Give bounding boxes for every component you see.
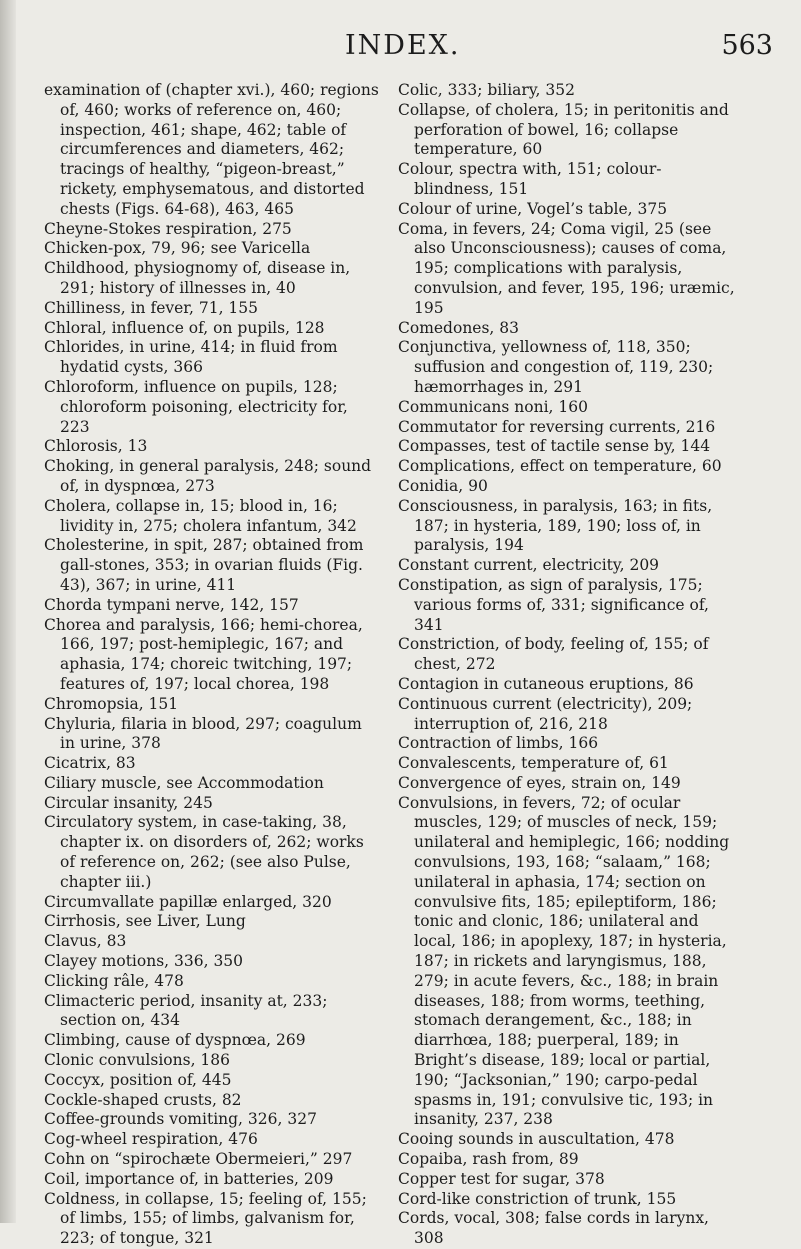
index-entry: Communicans noni, 160	[398, 397, 588, 416]
index-entry: Cheyne-Stokes respiration, 275	[44, 219, 292, 238]
index-entry: Chloroform, influence on pupils, 128; chloroform poisoning, electricity for, 223	[44, 377, 348, 436]
index-entry: Chorea and paralysis, 166; hemi-chorea, 166, 197; post-hemiplegic, 167; and aphasia, 174; choreic twitching, 197; features of, 197; local chorea, 198	[44, 615, 363, 693]
index-entry: Cicatrix, 83	[44, 754, 136, 773]
index-entry: Chromopsia, 151	[44, 694, 179, 713]
index-entry: Chicken-pox, 79, 96; see Varicella	[44, 239, 311, 258]
index-entry: Constriction, of body, feeling of, 155; of chest, 272	[398, 635, 709, 674]
index-entry: Constipation, as sign of paralysis, 175; various forms of, 331; significance of, 341	[398, 575, 709, 634]
index-entry: Cooing sounds in auscultation, 478	[398, 1130, 675, 1149]
index-entry: Convalescents, temperature of, 61	[398, 754, 669, 773]
page-header	[0, 30, 801, 64]
index-entry: Colour, spectra with, 151; colour-blindness, 151	[398, 160, 662, 198]
index-entry: Chilliness, in fever, 71, 155	[44, 298, 259, 317]
index-entry: Ciliary muscle, see Accommodation	[44, 773, 324, 792]
index-entry: Circulatory system, in case-taking, 38, chapter ix. on disorders of, 262; works of reference on, 262; (see also Pulse, chapter iii.)	[44, 813, 364, 891]
index-entry: Copper test for sugar, 378	[398, 1169, 605, 1188]
page-number: 563	[721, 30, 773, 61]
index-entry: Chloral, influence of, on pupils, 128	[44, 318, 325, 337]
index-entry: Conjunctiva, yellowness of, 118, 350; suffusion and congestion of, 119, 230; hæmorrhages in, 291	[398, 338, 714, 396]
index-entry: Cholera, collapse in, 15; blood in, 16; lividity in, 275; cholera infantum, 342	[44, 496, 357, 535]
index-entry: Continuous current (electricity), 209; interruption of, 216, 218	[398, 694, 693, 733]
index-entry: Coccyx, position of, 445	[44, 1070, 232, 1089]
index-entry: Circular insanity, 245	[44, 793, 213, 812]
index-entry: Chlorides, in urine, 414; in fluid from hydatid cysts, 366	[44, 338, 338, 377]
index-entry: Convergence of eyes, strain on, 149	[398, 773, 681, 792]
index-entry: Commutator for reversing currents, 216	[398, 417, 716, 436]
index-entry: Climbing, cause of dyspnœa, 269	[44, 1031, 306, 1050]
index-column-left	[44, 81, 379, 1249]
index-entry: Chorda tympani nerve, 142, 157	[44, 595, 299, 614]
index-entry: Choking, in general paralysis, 248; sound of, in dyspnœa, 273	[44, 457, 372, 495]
index-entry: Chlorosis, 13	[44, 437, 148, 456]
index-entry: Colour of urine, Vogel’s table, 375	[398, 199, 668, 218]
index-entry: Conidia, 90	[398, 476, 488, 495]
index-entry: Copaiba, rash from, 89	[398, 1150, 579, 1169]
index-entry: Coma, in fevers, 24; Coma vigil, 25 (see also Unconsciousness); causes of coma, 195; complications with paralysis, convulsion, and fever, 195, 196; uræmic, 195	[398, 219, 735, 317]
index-entry: Climacteric period, insanity at, 233; section on, 434	[44, 991, 328, 1030]
index-entry: Convulsions, in fevers, 72; of ocular muscles, 129; of muscles of neck, 159; unilateral and hemiplegic, 166; nodding convulsions, 193, 168; “salaam,” 168; unilateral in aphasia, 174; section on convulsive fits, 185; epileptiform, 186; tonic and clonic, 186; unilateral and local, 186; in apoplexy, 187; in hysteria, 187; in rickets and laryngismus, 188, 279; in acute fevers, &c., 188; in brain diseases, 188; from worms, teething, stomach derangement, &c., 188; in diarrhœa, 188; puerperal, 189; in Bright’s disease, 189; local or partial, 190; “Jacksonian,” 190; carpo-pedal spasms in, 191; convulsive tic, 193; in insanity, 237, 238	[398, 793, 730, 1129]
page-binding-edge	[0, 0, 16, 1223]
index-entry: Coldness, in collapse, 15; feeling of, 155; of limbs, 155; of limbs, galvanism for, 223; of tongue, 321	[44, 1189, 367, 1248]
index-entry: Contagion in cutaneous eruptions, 86	[398, 674, 694, 693]
index-entry: Cohn on “spirochæte Obermeieri,” 297	[44, 1150, 353, 1169]
index-entry: Constant current, electricity, 209	[398, 556, 660, 575]
index-entry: Collapse, of cholera, 15; in peritonitis and perforation of bowel, 16; collapse temperature, 60	[398, 100, 729, 159]
index-column-right	[398, 81, 738, 1249]
index-entry: Coil, importance of, in batteries, 209	[44, 1169, 334, 1188]
index-entry: Comedones, 83	[398, 318, 520, 337]
index-entry: Chyluria, filaria in blood, 297; coagulum in urine, 378	[44, 714, 362, 753]
index-entry: Cirrhosis, see Liver, Lung	[44, 912, 246, 931]
index-entry: Clicking râle, 478	[44, 971, 184, 990]
index-entry: Contraction of limbs, 166	[398, 734, 599, 753]
index-entry: examination of (chapter xvi.), 460; regions of, 460; works of reference on, 460; inspection, 461; shape, 462; table of circumferences and diameters, 462; tracings of healthy, “pigeon-breast,” rickety, emphysematous, and distorted chests (Figs. 64-68), 463, 465	[44, 81, 379, 218]
index-entry: Clonic convulsions, 186	[44, 1051, 231, 1070]
index-entry: Complications, effect on temperature, 60	[398, 457, 722, 476]
index-entry: Colic, 333; biliary, 352	[398, 81, 575, 99]
index-entry: Cord-like constriction of trunk, 155	[398, 1189, 677, 1208]
index-entry: Coffee-grounds vomiting, 326, 327	[44, 1110, 317, 1129]
index-entry: Clavus, 83	[44, 932, 127, 951]
index-entry: Cholesterine, in spit, 287; obtained from gall-stones, 353; in ovarian fluids (Fig. 43), 367; in urine, 411	[44, 536, 364, 594]
index-entry: Circumvallate papillæ enlarged, 320	[44, 892, 332, 911]
index-entry: Consciousness, in paralysis, 163; in fits, 187; in hysteria, 189, 190; loss of, in paralysis, 194	[398, 496, 713, 555]
index-entry: Cog-wheel respiration, 476	[44, 1130, 258, 1149]
index-entry: Cords, vocal, 308; false cords in larynx, 308	[398, 1209, 709, 1248]
page-title: INDEX.	[345, 30, 461, 61]
index-entry: Childhood, physiognomy of, disease in, 291; history of illnesses in, 40	[44, 259, 351, 297]
index-entry: Compasses, test of tactile sense by, 144	[398, 437, 711, 456]
index-entry: Cockle-shaped crusts, 82	[44, 1090, 242, 1109]
index-entry: Clayey motions, 336, 350	[44, 952, 244, 971]
